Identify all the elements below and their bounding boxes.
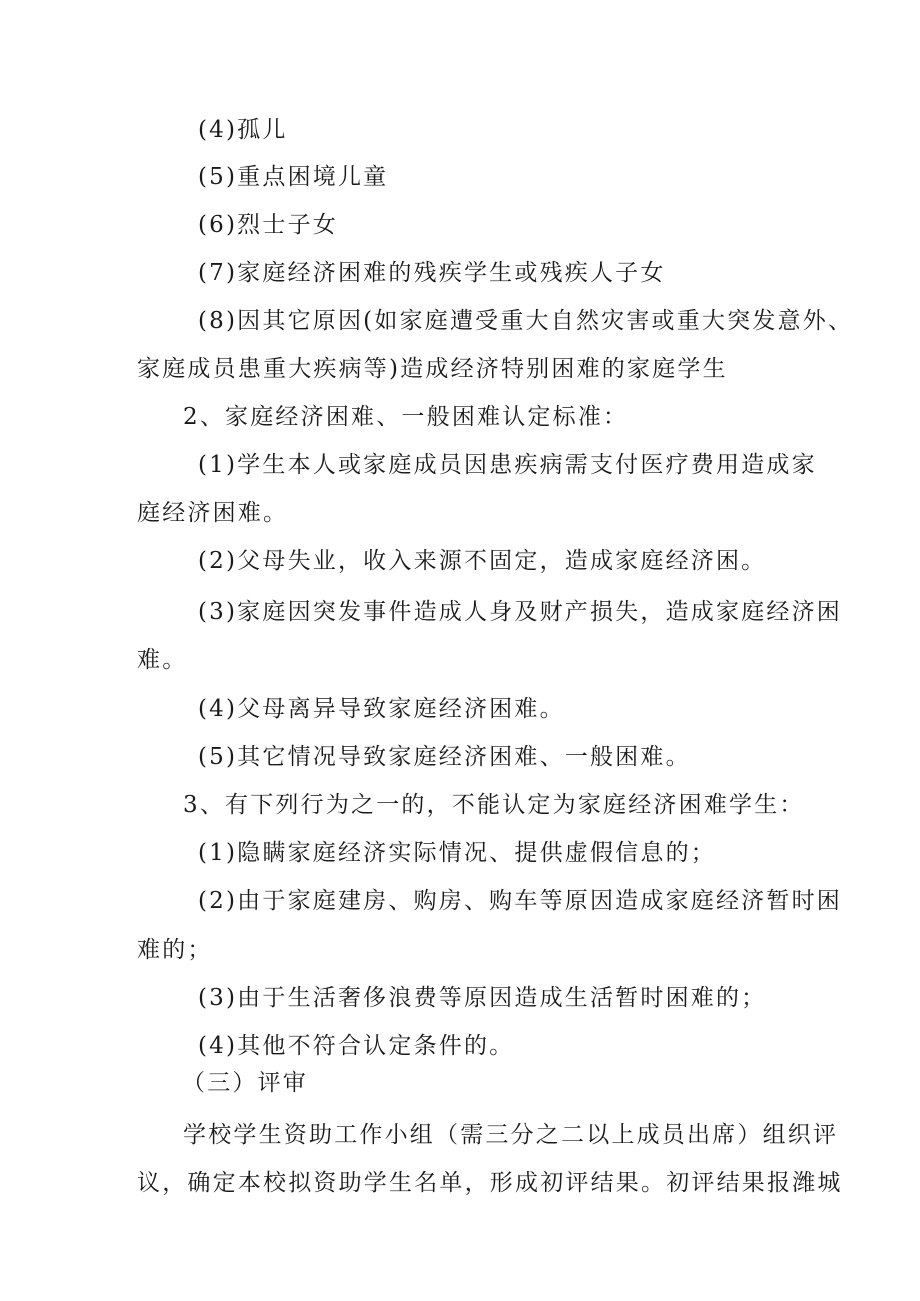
criteria-4: (4)父母离异导致家庭经济困难。 xyxy=(198,696,565,722)
item-4-orphan: (4)孤儿 xyxy=(198,117,288,143)
review-paragraph-line-1: 学校学生资助工作小组（需三分之二以上成员出席）组织评 xyxy=(183,1122,839,1148)
section-3-heading: 3、有下列行为之一的，不能认定为家庭经济困难学生： xyxy=(183,792,805,818)
exclusion-3: (3)由于生活奢侈浪费等原因造成生活暂时困难的； xyxy=(198,985,767,1011)
criteria-5: (5)其它情况导致家庭经济困难、一般困难。 xyxy=(198,744,691,770)
section-2-heading: 2、家庭经济困难、一般困难认定标准： xyxy=(183,404,629,430)
criteria-1-continuation: 庭经济困难。 xyxy=(137,500,289,526)
criteria-3: (3)家庭因突发事件造成人身及财产损失，造成家庭经济困 xyxy=(198,599,842,625)
exclusion-1: (1)隐瞒家庭经济实际情况、提供虚假信息的； xyxy=(198,840,716,866)
criteria-2: (2)父母失业，收入来源不固定，造成家庭经济困。 xyxy=(198,548,767,574)
exclusion-4: (4)其他不符合认定条件的。 xyxy=(198,1033,515,1059)
item-8-continuation: 家庭成员患重大疾病等)造成经济特别困难的家庭学生 xyxy=(137,356,728,382)
criteria-3-continuation: 难。 xyxy=(137,647,188,673)
section-review-heading: （三）评审 xyxy=(182,1070,308,1096)
exclusion-2: (2)由于家庭建房、购房、购车等原因造成家庭经济暂时困 xyxy=(198,888,842,914)
item-8-other-reasons: (8)因其它原因(如家庭遭受重大自然灾害或重大突发意外、 xyxy=(198,308,854,334)
criteria-1: (1)学生本人或家庭成员因患疾病需支付医疗费用造成家 xyxy=(198,452,817,478)
item-6-martyr-children: (6)烈士子女 xyxy=(198,212,338,238)
item-7-disabled: (7)家庭经济困难的残疾学生或残疾人子女 xyxy=(198,260,666,286)
item-5-children-in-difficulty: (5)重点困境儿童 xyxy=(198,164,389,190)
exclusion-2-continuation: 难的； xyxy=(137,937,213,963)
review-paragraph-line-2: 议，确定本校拟资助学生名单，形成初评结果。初评结果报潍城 xyxy=(137,1170,843,1196)
